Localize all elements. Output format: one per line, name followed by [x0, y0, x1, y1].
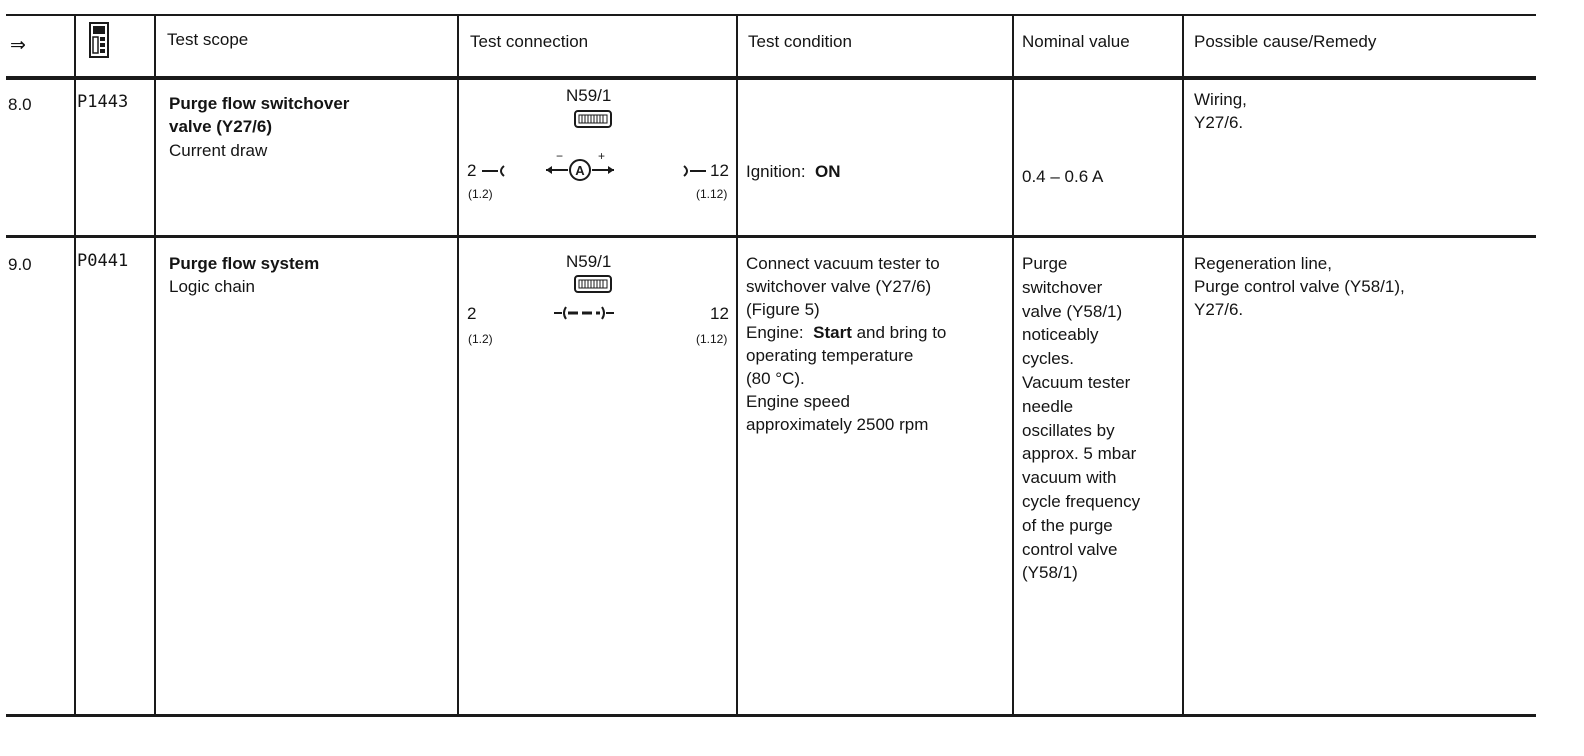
diagnostic-tester-icon	[89, 22, 109, 63]
probe-left-icon	[480, 164, 506, 183]
connector-icon	[574, 275, 612, 300]
module-label: N59/1	[566, 252, 612, 271]
col-divider	[457, 14, 459, 717]
test-scope-subtitle: Logic chain	[169, 277, 256, 296]
row-divider	[6, 235, 1536, 238]
header-arrow: ⇒	[10, 35, 26, 56]
fault-code: P1443	[77, 92, 129, 112]
pin-left: 2	[467, 304, 477, 323]
ammeter-symbol	[542, 148, 618, 187]
possible-cause: Wiring, Y27/6.	[1194, 90, 1247, 132]
probe-right-icon	[682, 164, 708, 183]
col-divider	[1182, 14, 1184, 717]
module-label: N59/1	[566, 86, 612, 105]
svg-text:−: −	[556, 149, 564, 163]
row-step: 9.0	[8, 255, 32, 274]
test-scope-title: Purge flow switchover valve (Y27/6)	[169, 94, 350, 136]
nominal-value: 0.4 – 0.6 A	[1022, 167, 1104, 186]
fault-code: P0441	[77, 251, 129, 271]
jumper-cable-icon	[552, 304, 616, 327]
table-bottom-border	[6, 714, 1536, 717]
pin-left-ref: (1.2)	[468, 187, 493, 201]
diagnostic-test-table	[6, 14, 1536, 718]
header-possible-cause: Possible cause/Remedy	[1194, 32, 1377, 51]
connector-icon	[574, 110, 612, 135]
svg-text:+: +	[598, 149, 606, 163]
header-bottom-border	[6, 76, 1536, 80]
header-test-connection: Test connection	[470, 32, 589, 51]
header-test-condition: Test condition	[748, 32, 852, 51]
pin-right: 12	[710, 304, 729, 323]
svg-text:A: A	[575, 163, 585, 178]
pin-left: 2	[467, 161, 477, 180]
header-test-scope: Test scope	[167, 30, 249, 49]
col-divider	[1012, 14, 1014, 717]
pin-right-ref: (1.12)	[696, 187, 728, 201]
nominal-value: Purge switchover valve (Y58/1) noticeably cycles. Vacuum tester needle oscillates by approx. 5 mbar vacuum with cycle frequency of the purge control valve (Y58/1)	[1022, 254, 1141, 583]
row-step: 8.0	[8, 95, 32, 114]
col-divider	[74, 14, 76, 717]
test-scope-subtitle: Current draw	[169, 141, 268, 160]
header-nominal-value: Nominal value	[1022, 32, 1130, 51]
table-top-border	[6, 14, 1536, 16]
pin-left-ref: (1.2)	[468, 332, 493, 346]
col-divider	[154, 14, 156, 717]
pin-right: 12	[710, 161, 729, 180]
possible-cause: Regeneration line, Purge control valve (Y58/1), Y27/6.	[1194, 254, 1405, 319]
test-scope-title: Purge flow system	[169, 254, 320, 273]
col-divider	[736, 14, 738, 717]
test-condition: Ignition: ON	[746, 162, 841, 181]
test-condition: Connect vacuum tester to switchover valve (Y27/6) (Figure 5) Engine: Start and bring to operating temperature (80 °C). Engine speed approximately 2500 rpm	[746, 254, 947, 434]
pin-right-ref: (1.12)	[696, 332, 728, 346]
